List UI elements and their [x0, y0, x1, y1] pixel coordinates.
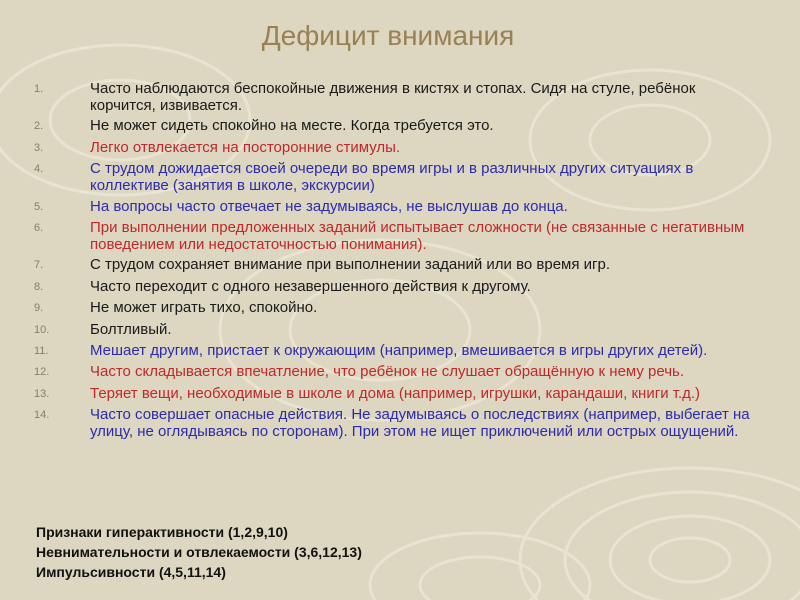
list-item — [34, 198, 754, 216]
list-item — [34, 80, 754, 114]
item-number: 7. — [34, 259, 44, 272]
list-item — [34, 219, 754, 253]
summary-inattention: Невнимательности и отвлекаемости (3,6,12,13) — [36, 544, 362, 560]
list-item — [34, 139, 754, 157]
summary-block — [36, 522, 536, 582]
item-number: 14. — [34, 409, 50, 422]
item-text: Не может играть тихо, спокойно. — [90, 299, 318, 317]
list-item — [34, 342, 754, 360]
item-text: Часто наблюдаются беспокойные движения в кистях и стопах. Сидя на стуле, ребёнок корчится, извивается. — [90, 80, 696, 114]
summary-hyperactivity: Признаки гиперактивности (1,2,9,10) — [36, 524, 288, 540]
item-text: Болтливый. — [90, 320, 172, 338]
item-number: 8. — [34, 280, 44, 293]
list-item — [34, 406, 754, 440]
item-text: Не может сидеть спокойно на месте. Когда требуется это. — [90, 117, 494, 135]
list-item — [34, 278, 754, 296]
summary-impulsivity: Импульсивности (4,5,11,14) — [36, 564, 226, 580]
item-number: 2. — [34, 120, 44, 133]
item-text: На вопросы часто отвечает не задумываясь, не выслушав до конца. — [90, 197, 568, 215]
item-text: Часто переходит с одного незавершенного действия к другому. — [90, 277, 531, 295]
list-item — [34, 385, 754, 403]
slide-title: Дефицит внимания — [261, 20, 515, 51]
item-text: При выполнении предложенных заданий испытывает сложности (не связанные с негативным поведением или недостаточностью понимания). — [90, 218, 745, 253]
item-number: 6. — [34, 221, 44, 234]
list-item — [34, 117, 754, 135]
item-number: 5. — [34, 200, 44, 213]
item-text: Теряет вещи, необходимые в школе и дома (например, игрушки, карандаши, книги т.д.) — [90, 384, 701, 402]
item-number: 1. — [34, 83, 44, 95]
item-number: 4. — [34, 163, 44, 176]
item-text: Мешает другим, пристает к окружающим (например, вмешивается в игры других детей). — [90, 341, 708, 359]
item-text: Часто складывается впечатление, что ребёнок не слушает обращённую к нему речь. — [90, 363, 685, 381]
item-number: 9. — [34, 302, 44, 315]
list-item — [34, 321, 754, 339]
list-item — [34, 256, 754, 274]
item-number: 13. — [34, 387, 50, 400]
list-item — [34, 160, 754, 194]
item-text: Часто совершает опасные действия. Не задумываясь о последствиях (например, выбегает на улицу, не оглядываясь по сторонам). При этом не ищет приключений или острых ощущений. — [90, 406, 750, 441]
list-item — [34, 363, 754, 381]
list-item — [34, 299, 754, 317]
item-number: 12. — [34, 366, 50, 379]
item-text: Легко отвлекается на посторонние стимулы. — [90, 138, 401, 156]
item-text: С трудом сохраняет внимание при выполнении заданий или во время игр. — [90, 256, 611, 274]
item-number: 3. — [34, 141, 44, 154]
item-number: 11. — [34, 344, 49, 357]
item-text: С трудом дожидается своей очереди во время игры и в различных других ситуациях в коллективе (занятия в школе, экскурсии) — [90, 160, 694, 195]
symptom-list — [34, 80, 754, 443]
item-number: 10. — [34, 323, 50, 336]
